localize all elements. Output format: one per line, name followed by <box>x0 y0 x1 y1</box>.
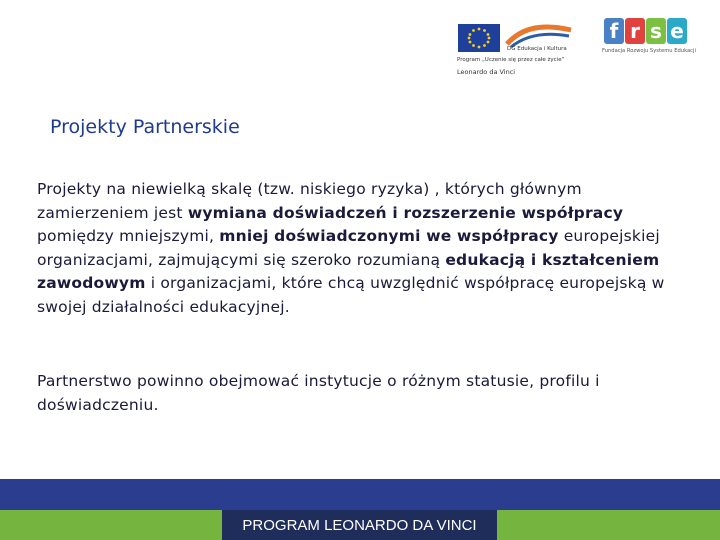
paragraph-bold-3: edukacją i kształceniem zawodowym <box>37 250 660 292</box>
eu-flag-icon <box>458 24 500 52</box>
eu-logo-line-2: Program „Uczenie się przez całe życie” <box>457 57 565 63</box>
frse-letter-s: s <box>646 18 666 44</box>
footer-program-label: PROGRAM LEONARDO DA VINCI <box>222 510 497 540</box>
paragraph-bold-2: mniej doświadczonymi we współpracy <box>219 227 559 245</box>
leonardo-da-vinci-logo <box>455 20 575 78</box>
page-title: Projekty Partnerskie <box>50 116 240 138</box>
paragraph-description <box>37 178 697 319</box>
paragraph-bold-1: wymiana doświadczeń i rozszerzenie współpracy <box>187 203 624 222</box>
frse-letter-f: f <box>604 18 624 44</box>
eu-logo-line-3: Leonardo da Vinci <box>457 68 516 76</box>
frse-tagline: Fundacja Rozwoju Systemu Edukacji <box>602 48 696 54</box>
frse-letter-r: r <box>625 18 645 44</box>
paragraph-text-3: europejskiej organizacjami, zajmującymi się szeroko rozumianą <box>37 227 660 269</box>
paragraph-partnership: Partnerstwo powinno obejmować instytucje o różnym statusie, profilu i doświadczeniu. <box>37 372 600 414</box>
paragraph-text-4: i organizacjami, które chcą uwzględnić współpracę europejską w swojej działalności edukacyjnej. <box>37 274 665 316</box>
frse-logo <box>600 18 700 62</box>
eu-logo-line-1: DG Edukacja i Kultura <box>507 46 567 52</box>
paragraph-text-1: Projekty na niewielką skalę (tzw. niskiego ryzyka) , których głównym zamierzeniem jest <box>37 180 582 222</box>
frse-letter-e: e <box>667 18 687 44</box>
footer-blue-band <box>0 479 720 510</box>
paragraph-text-2: pomiędzy mniejszymi, <box>37 227 220 245</box>
